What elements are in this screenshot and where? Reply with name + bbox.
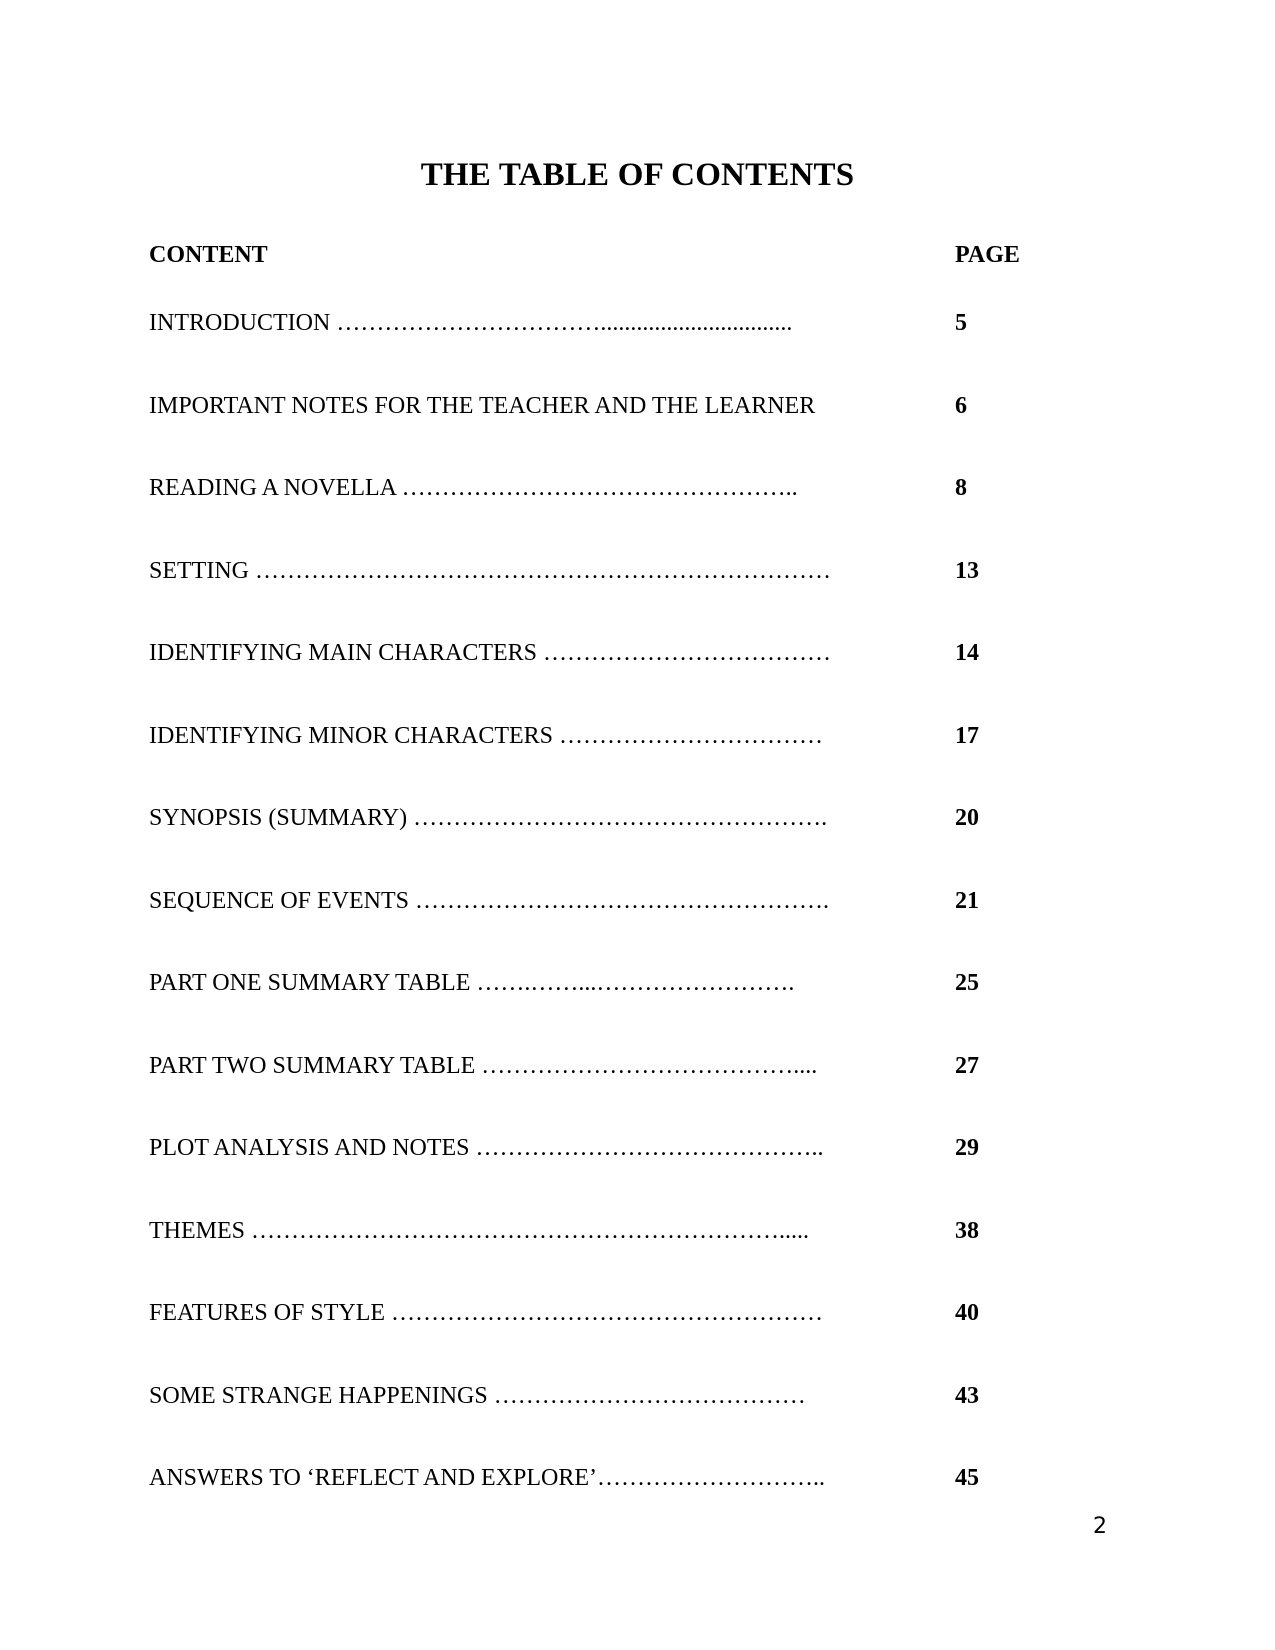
toc-row bbox=[0, 471, 1275, 505]
toc-entry-page: 25 bbox=[955, 970, 979, 996]
page-number: 2 bbox=[1093, 1514, 1107, 1539]
toc-entry-label: IDENTIFYING MINOR CHARACTERS …………………………… bbox=[149, 723, 824, 749]
content-column-header: CONTENT bbox=[149, 242, 268, 268]
toc-row bbox=[0, 1296, 1275, 1330]
toc-entry-page: 27 bbox=[955, 1053, 979, 1079]
toc-entry-label: SETTING ……………………………………………………………… bbox=[149, 558, 831, 584]
toc-row bbox=[0, 884, 1275, 918]
toc-entry-label: FEATURES OF STYLE ……………………………………………… bbox=[149, 1300, 824, 1326]
toc-entry-label: INTRODUCTION ……………………………................................ bbox=[149, 310, 793, 336]
toc-entry-label: ANSWERS TO ‘REFLECT AND EXPLORE’……………………….. bbox=[149, 1465, 826, 1491]
toc-entry-page: 14 bbox=[955, 640, 979, 666]
toc-row bbox=[0, 554, 1275, 588]
toc-entry-label: SEQUENCE OF EVENTS ……………………………………………. bbox=[149, 888, 830, 914]
toc-row bbox=[0, 966, 1275, 1000]
toc-row bbox=[0, 636, 1275, 670]
toc-entry-page: 21 bbox=[955, 888, 979, 914]
toc-row bbox=[0, 1049, 1275, 1083]
toc-entry-label: PLOT ANALYSIS AND NOTES …………………………………….. bbox=[149, 1135, 824, 1161]
toc-entry-page: 8 bbox=[955, 475, 967, 501]
toc-entry-page: 45 bbox=[955, 1465, 979, 1491]
toc-entry-page: 13 bbox=[955, 558, 979, 584]
toc-entry-label: READING A NOVELLA ………………………………………….. bbox=[149, 475, 798, 501]
toc-entry-label: PART TWO SUMMARY TABLE ………………………………….... bbox=[149, 1053, 818, 1079]
toc-row bbox=[0, 389, 1275, 423]
toc-entry-label: IDENTIFYING MAIN CHARACTERS ……………………………… bbox=[149, 640, 831, 666]
toc-entry-label: PART ONE SUMMARY TABLE …….……...……………………. bbox=[149, 970, 795, 996]
toc-entry-label: THEMES …………………………………………………………..... bbox=[149, 1218, 809, 1244]
toc-entry-label: SOME STRANGE HAPPENINGS ………………………………… bbox=[149, 1383, 806, 1409]
toc-entry-page: 5 bbox=[955, 310, 967, 336]
toc-row bbox=[0, 1131, 1275, 1165]
toc-row bbox=[0, 306, 1275, 340]
toc-entry-label: SYNOPSIS (SUMMARY) ……………………………………………. bbox=[149, 805, 828, 831]
toc-entry-page: 20 bbox=[955, 805, 979, 831]
page-title: THE TABLE OF CONTENTS bbox=[420, 157, 855, 193]
toc-entry-page: 40 bbox=[955, 1300, 979, 1326]
toc-entry-label: IMPORTANT NOTES FOR THE TEACHER AND THE LEARNER bbox=[149, 393, 816, 419]
toc-row bbox=[0, 1379, 1275, 1413]
toc-entry-page: 6 bbox=[955, 393, 967, 419]
toc-row bbox=[0, 1214, 1275, 1248]
toc-entry-page: 43 bbox=[955, 1383, 979, 1409]
toc-entry-page: 17 bbox=[955, 723, 979, 749]
toc-entry-page: 29 bbox=[955, 1135, 979, 1161]
toc-row bbox=[0, 719, 1275, 753]
page-column-header: PAGE bbox=[955, 242, 1020, 268]
toc-row bbox=[0, 801, 1275, 835]
toc-entry-page: 38 bbox=[955, 1218, 979, 1244]
toc-row bbox=[0, 1461, 1275, 1495]
